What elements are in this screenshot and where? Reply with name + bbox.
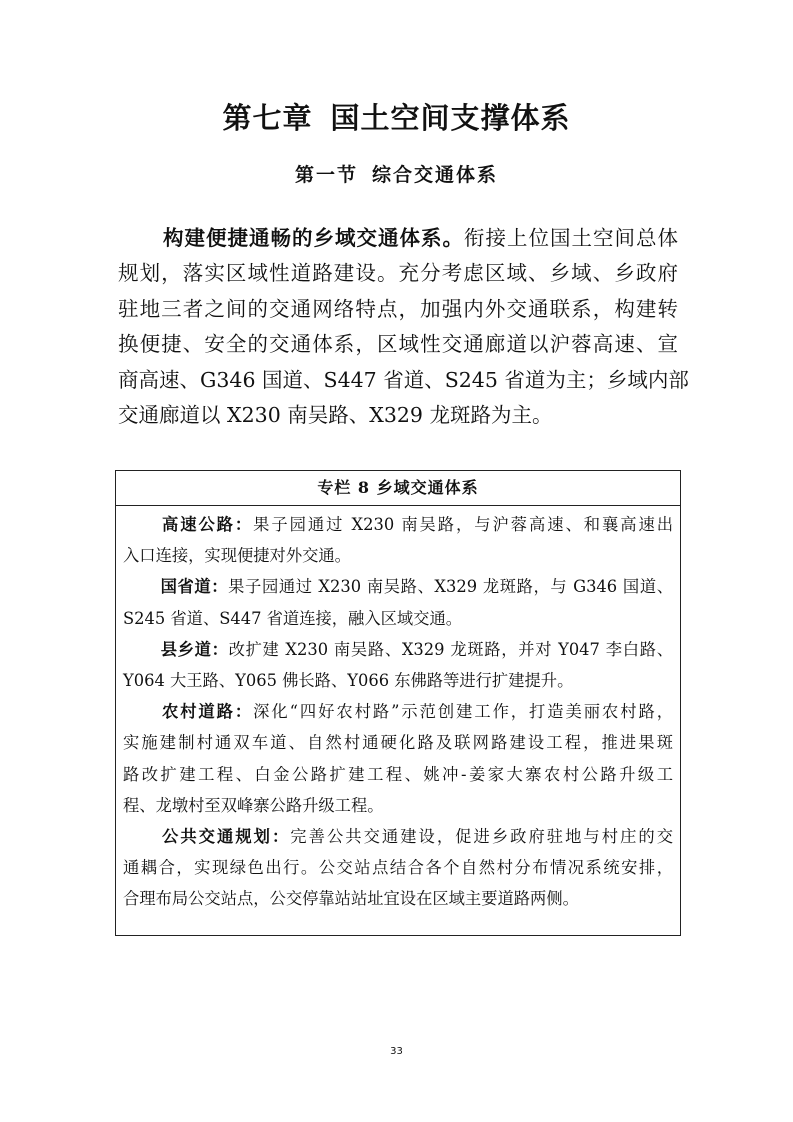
page-number: 33 xyxy=(390,1046,403,1057)
box-item-text: 改扩建 X230 南吴路、X329 龙斑路，并对 Y047 李白路、 xyxy=(228,639,673,659)
box-line: 实施建制村通双车道、自然村通硬化路及联网路建设工程，推进果斑 xyxy=(123,733,673,753)
box-item-text: 完善公共交通建设，促进乡政府驻地与村庄的交 xyxy=(290,827,673,847)
box-line: 程、龙墩村至双峰寨公路升级工程。 xyxy=(123,795,384,815)
chapter-label: 第七章 xyxy=(222,101,313,135)
section-label: 第一节 xyxy=(294,164,358,186)
box-line xyxy=(123,571,673,602)
column-box xyxy=(115,470,681,936)
body-paragraph xyxy=(118,221,689,433)
box-item-rural-roads xyxy=(123,696,673,821)
box-item-text: 果子园通过 X230 南吴路，与沪蓉高速、和襄高速出 xyxy=(253,515,673,534)
box-line xyxy=(123,821,673,852)
box-item-term: 公共交通规划： xyxy=(160,827,291,847)
box-item-term: 高速公路： xyxy=(160,515,254,534)
paragraph-line: 驻地三者之间的交通网络特点，加强内外交通联系，构建转 xyxy=(118,296,678,321)
box-line: 路改扩建工程、白金公路扩建工程、姚冲-姜家大寨农村公路升级工 xyxy=(123,764,673,784)
box-item-term: 农村道路： xyxy=(160,702,254,722)
box-item-term: 县乡道： xyxy=(160,639,229,659)
box-line: 合理布局公交站点，公交停靠站站址宜设在区域主要道路两侧。 xyxy=(123,889,579,909)
box-line xyxy=(123,634,673,665)
box-title: 专栏 8 乡域交通体系 xyxy=(116,471,680,506)
box-item-text: 果子园通过 X230 南吴路、X329 龙斑路，与 G346 国道、 xyxy=(228,577,673,597)
paragraph-line: 商高速、G346 国道、S447 省道、S245 省道为主；乡域内部 xyxy=(118,367,689,392)
paragraph-line: 换便捷、安全的交通体系，区域性交通廊道以沪蓉高速、宣 xyxy=(118,332,678,357)
box-body xyxy=(116,506,680,915)
section-title xyxy=(0,160,793,187)
section-name: 综合交通体系 xyxy=(372,164,499,186)
box-item-text: 深化“四好农村路”示范创建工作，打造美丽农村路， xyxy=(253,702,673,722)
box-line: 入口连接，实现便捷对外交通。 xyxy=(123,546,351,566)
box-line xyxy=(123,696,673,727)
box-item-term: 国省道： xyxy=(160,577,229,597)
paragraph-line xyxy=(118,221,678,256)
paragraph-line: 交通廊道以 X230 南吴路、X329 龙斑路为主。 xyxy=(118,403,553,428)
box-line: S245 省道、S447 省道连接，融入区域交通。 xyxy=(123,608,463,628)
chapter-title xyxy=(0,96,793,137)
box-item-county-township xyxy=(123,634,673,696)
paragraph-text: 衔接上位国土空间总体 xyxy=(464,226,678,250)
chapter-name: 国土空间支撑体系 xyxy=(330,101,571,135)
box-item-highway xyxy=(123,509,673,571)
box-item-public-transit xyxy=(123,821,673,915)
box-line: 通耦合，实现绿色出行。公交站点结合各个自然村分布情况系统安排， xyxy=(123,858,673,878)
box-line xyxy=(123,509,673,540)
paragraph-lead: 构建便捷通畅的乡域交通体系。 xyxy=(162,226,464,250)
box-item-national-provincial xyxy=(123,571,673,633)
box-line: Y064 大王路、Y065 佛长路、Y066 东佛路等进行扩建提升。 xyxy=(123,671,574,691)
paragraph-line: 规划，落实区域性道路建设。充分考虑区域、乡域、乡政府 xyxy=(118,261,678,286)
